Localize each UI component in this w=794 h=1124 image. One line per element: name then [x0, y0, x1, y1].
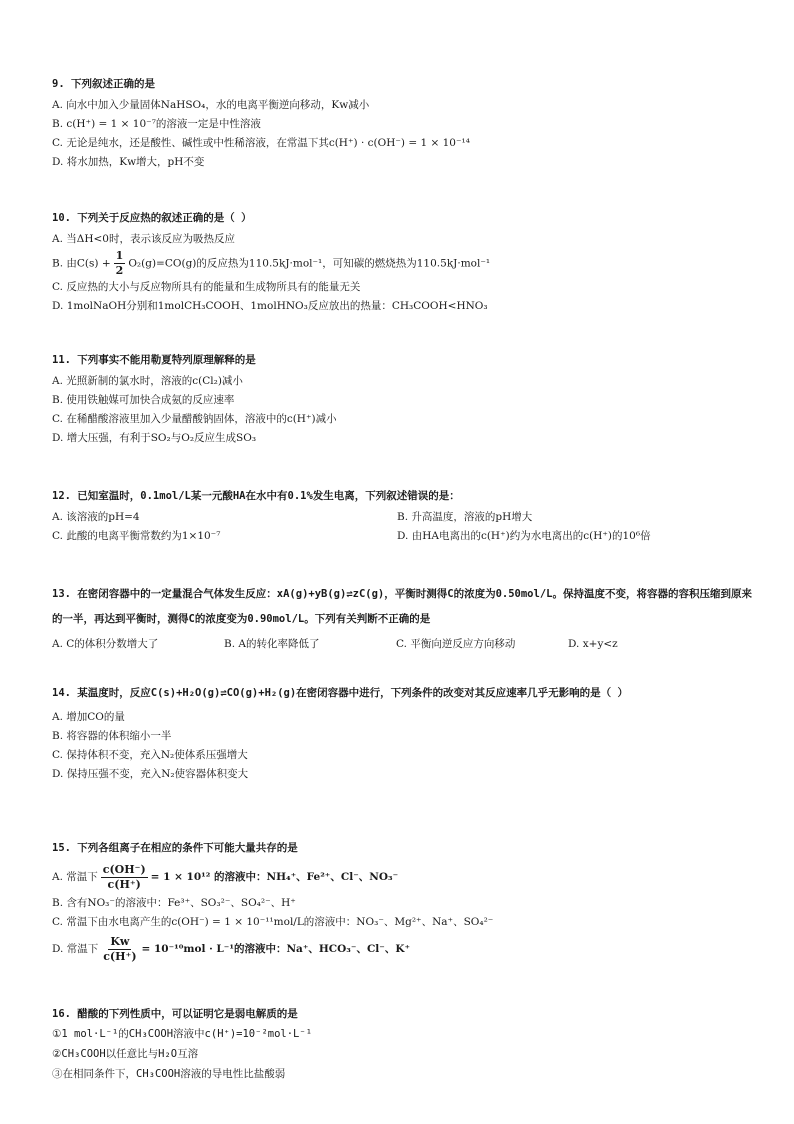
hydrogen-denominator: c(H⁺) [107, 877, 141, 891]
question-12-option-c: C. 此酸的电离平衡常数约为1×10⁻⁷ [52, 530, 221, 542]
question-15-option-a [52, 860, 752, 894]
half-denominator: 2 [115, 264, 124, 277]
half-numerator: 1 [115, 249, 124, 262]
question-14-option-a: A. 增加CO的量 [52, 711, 125, 723]
question-15-option-b: B. 含有NO₃⁻的溶液中：Fe³⁺、SO₃²⁻、SO₄²⁻、H⁺ [52, 897, 296, 909]
question-13 [52, 582, 752, 654]
question-16 [52, 1004, 752, 1084]
question-15-option-d [52, 932, 752, 966]
question-13-stem: 13. 在密闭容器中的一定量混合气体发生反应：xA(g)+yB(g)⇌zC(g)，平衡时测得C的浓度为0.50mol/L。保持温度不变，将容器的容积压缩到原来的一半，再达到平衡时，测得C的浓度变为0.90mol/L。下列有关判断不正确的是 [52, 588, 752, 625]
question-15 [52, 836, 752, 966]
question-15-option-a-prefix: A. 常温下 [52, 870, 98, 883]
question-16-stem: 16. 醋酸的下列性质中，可以证明它是弱电解质的是 [52, 1008, 298, 1020]
question-11-option-a: A. 光照新制的氯水时，溶液的c(Cl₂)减小 [52, 375, 243, 387]
question-9 [52, 72, 752, 172]
question-11-option-b: B. 使用铁触媒可加快合成氨的反应速率 [52, 394, 235, 406]
question-15-stem: 15. 下列各组离子在相应的条件下可能大量共存的是 [52, 842, 298, 854]
question-11 [52, 348, 752, 448]
question-12 [52, 484, 752, 546]
kw-denominator: c(H⁺) [103, 949, 137, 963]
question-13-option-c: C. 平衡向逆反应方向移动 [396, 638, 516, 650]
question-12-option-d: D. 由HA电离出的c(H⁺)约为水电离出的c(H⁺)的10⁶倍 [397, 530, 651, 542]
question-9-option-a: A. 向水中加入少量固体NaHSO₄，水的电离平衡逆向移动，Kw减小 [52, 99, 370, 111]
question-14-option-c: C. 保持体积不变，充入N₂使体系压强增大 [52, 749, 248, 761]
hydroxide-numerator: c(OH⁻) [102, 862, 146, 876]
question-13-option-b: B. A的转化率降低了 [224, 638, 320, 650]
question-14 [52, 682, 752, 784]
kw-ratio-fraction [101, 935, 138, 964]
question-16-item-3: ③在相同条件下，CH₃COOH溶液的导电性比盐酸弱 [52, 1068, 286, 1080]
question-11-option-c: C. 在稀醋酸溶液里加入少量醋酸钠固体，溶液中的c(H⁺)减小 [52, 413, 337, 425]
question-10-option-b-suffix: O₂(g)=CO(g)的反应热为110.5kJ·mol⁻¹，可知碳的燃烧热为110.5kJ·mol⁻¹ [128, 257, 491, 270]
hydroxide-ratio-fraction [101, 863, 148, 892]
question-9-option-c: C. 无论是纯水，还是酸性、碱性或中性稀溶液，在常温下其c(H⁺) · c(OH⁻) = 1 × 10⁻¹⁴ [52, 137, 470, 149]
question-13-option-d: D. x+y<z [568, 638, 618, 650]
question-14-option-b: B. 将容器的体积缩小一半 [52, 730, 172, 742]
question-10-option-d: D. 1molNaOH分别和1molCH₃COOH、1molHNO₃反应放出的热量：CH₃COOH<HNO₃ [52, 300, 488, 312]
question-10-option-a: A. 当ΔH<0时，表示该反应为吸热反应 [52, 233, 235, 245]
question-9-option-d: D. 将水加热，Kw增大，pH不变 [52, 156, 205, 168]
kw-numerator: Kw [110, 934, 130, 948]
question-15-option-a-suffix: = 1 × 10¹² 的溶液中：NH₄⁺、Fe²⁺、Cl⁻、NO₃⁻ [150, 870, 399, 883]
question-16-item-1: ①1 mol·L⁻¹的CH₃COOH溶液中c(H⁺)=10⁻²mol·L⁻¹ [52, 1028, 313, 1040]
half-fraction [114, 249, 126, 278]
question-15-option-d-prefix: D. 常温下 [52, 942, 99, 955]
question-11-option-d: D. 增大压强，有利于SO₂与O₂反应生成SO₃ [52, 432, 257, 444]
question-10-option-b [52, 249, 752, 278]
question-11-stem: 11. 下列事实不能用勒夏特列原理解释的是 [52, 354, 256, 366]
question-10-option-c: C. 反应热的大小与反应物所具有的能量和生成物所具有的能量无关 [52, 281, 361, 293]
question-10-option-b-prefix: B. 由C(s) + [52, 257, 111, 270]
question-14-stem: 14. 某温度时，反应C(s)+H₂O(g)⇌CO(g)+H₂(g)在密闭容器中进行，下列条件的改变对其反应速率几乎无影响的是（ ） [52, 687, 629, 699]
question-12-stem: 12. 已知室温时，0.1mol/L某一元酸HA在水中有0.1%发生电离，下列叙述错误的是： [52, 490, 460, 502]
question-16-item-2: ②CH₃COOH以任意比与H₂O互溶 [52, 1048, 199, 1060]
question-12-option-a: A. 该溶液的pH=4 [52, 511, 140, 523]
question-12-option-b: B. 升高温度，溶液的pH增大 [397, 511, 533, 523]
question-14-option-d: D. 保持压强不变，充入N₂使容器体积变大 [52, 768, 249, 780]
question-15-option-c: C. 常温下由水电离产生的c(OH⁻) = 1 × 10⁻¹¹mol/L的溶液中：NO₃⁻、Mg²⁺、Na⁺、SO₄²⁻ [52, 916, 494, 928]
question-9-stem: 9. 下列叙述正确的是 [52, 78, 155, 90]
question-9-option-b: B. c(H⁺) = 1 × 10⁻⁷的溶液一定是中性溶液 [52, 118, 261, 130]
question-10 [52, 206, 752, 316]
question-13-option-a: A. C的体积分数增大了 [52, 638, 159, 650]
question-15-option-d-suffix: = 10⁻¹⁰mol · L⁻¹的溶液中：Na⁺、HCO₃⁻、Cl⁻、K⁺ [141, 942, 411, 955]
question-10-stem: 10. 下列关于反应热的叙述正确的是（ ） [52, 212, 252, 224]
